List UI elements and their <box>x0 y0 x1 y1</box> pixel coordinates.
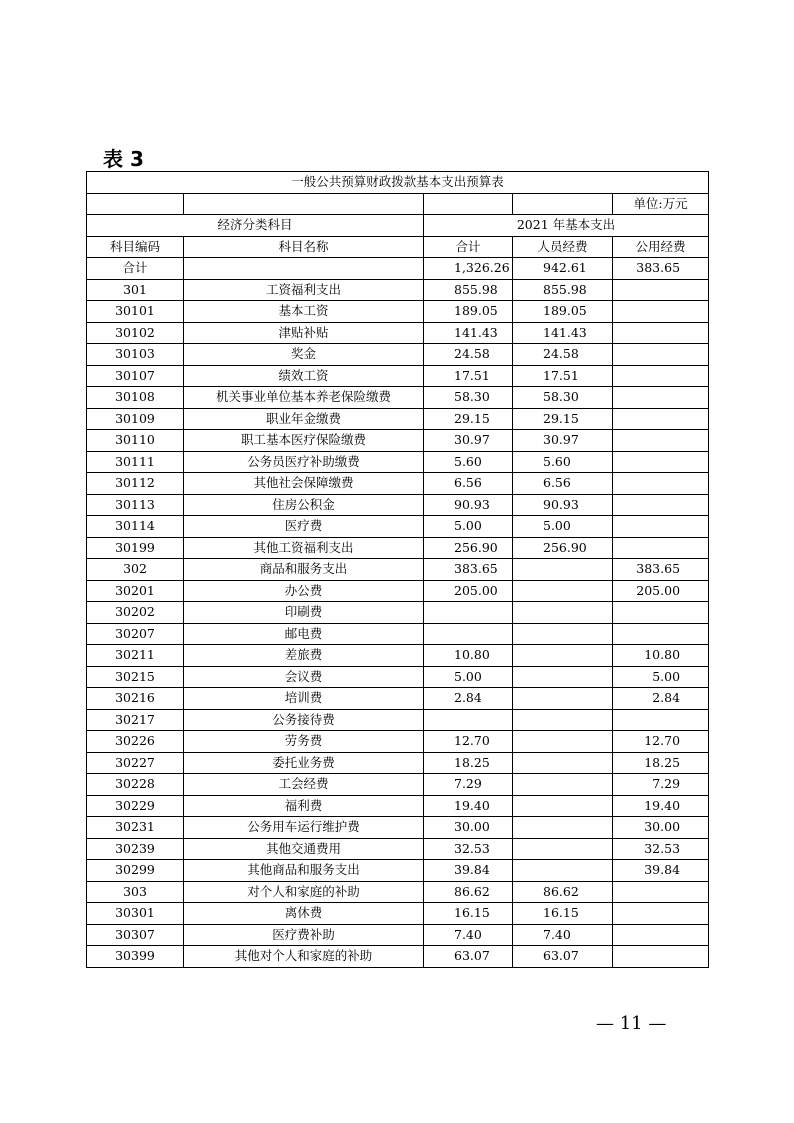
row-name-cell: 工资福利支出 <box>184 279 424 301</box>
unit-row-empty-cell <box>87 193 184 215</box>
row-public-cell: 12.70 <box>613 731 709 753</box>
row-public-cell <box>613 537 709 559</box>
row-total-cell <box>424 623 513 645</box>
table-row <box>87 494 709 516</box>
table-label: 表 3 <box>103 147 144 171</box>
row-personnel-cell: 63.07 <box>513 946 613 968</box>
row-public-cell: 383.65 <box>613 258 709 280</box>
row-code-cell: 30202 <box>87 602 184 624</box>
row-personnel-cell: 942.61 <box>513 258 613 280</box>
row-name-cell: 培训费 <box>184 688 424 710</box>
row-total-cell <box>424 709 513 731</box>
row-code-cell: 30113 <box>87 494 184 516</box>
col-header-code: 科目编码 <box>87 236 184 258</box>
row-name-cell: 其他交通费用 <box>184 838 424 860</box>
row-total-cell: 189.05 <box>424 301 513 323</box>
header-row <box>87 236 709 258</box>
row-name-cell: 职工基本医疗保险缴费 <box>184 430 424 452</box>
row-name-cell: 公务员医疗补助缴费 <box>184 451 424 473</box>
table-row <box>87 258 709 280</box>
table-row <box>87 322 709 344</box>
table-row <box>87 860 709 882</box>
row-code-cell: 30211 <box>87 645 184 667</box>
row-personnel-cell: 855.98 <box>513 279 613 301</box>
unit-row-empty-cell <box>513 193 613 215</box>
economic-category-header: 经济分类科目 <box>87 215 424 237</box>
row-total-cell: 39.84 <box>424 860 513 882</box>
row-total-cell: 86.62 <box>424 881 513 903</box>
row-code-cell: 30111 <box>87 451 184 473</box>
row-code-cell: 30201 <box>87 580 184 602</box>
row-public-cell: 2.84 <box>613 688 709 710</box>
row-personnel-cell <box>513 623 613 645</box>
row-public-cell <box>613 881 709 903</box>
table-row <box>87 666 709 688</box>
row-name-cell: 差旅费 <box>184 645 424 667</box>
row-total-cell: 29.15 <box>424 408 513 430</box>
row-public-cell <box>613 946 709 968</box>
table-row <box>87 903 709 925</box>
row-code-cell: 30307 <box>87 924 184 946</box>
row-name-cell <box>184 258 424 280</box>
row-code-cell: 30112 <box>87 473 184 495</box>
row-code-cell: 30207 <box>87 623 184 645</box>
row-total-cell: 32.53 <box>424 838 513 860</box>
table-row <box>87 924 709 946</box>
row-total-cell: 18.25 <box>424 752 513 774</box>
table-row <box>87 430 709 452</box>
row-name-cell: 其他对个人和家庭的补助 <box>184 946 424 968</box>
row-code-cell: 301 <box>87 279 184 301</box>
col-header-public: 公用经费 <box>613 236 709 258</box>
table-row <box>87 752 709 774</box>
unit-label: 单位:万元 <box>613 193 709 215</box>
row-public-cell: 383.65 <box>613 559 709 581</box>
row-code-cell: 30299 <box>87 860 184 882</box>
row-code-cell: 30110 <box>87 430 184 452</box>
row-name-cell: 医疗费补助 <box>184 924 424 946</box>
table-row <box>87 387 709 409</box>
table-row <box>87 537 709 559</box>
row-public-cell: 32.53 <box>613 838 709 860</box>
row-total-cell: 10.80 <box>424 645 513 667</box>
row-personnel-cell <box>513 795 613 817</box>
row-total-cell: 5.00 <box>424 666 513 688</box>
row-public-cell <box>613 301 709 323</box>
row-personnel-cell <box>513 559 613 581</box>
row-personnel-cell: 58.30 <box>513 387 613 409</box>
row-public-cell: 39.84 <box>613 860 709 882</box>
row-personnel-cell: 256.90 <box>513 537 613 559</box>
row-code-cell: 30228 <box>87 774 184 796</box>
row-total-cell: 6.56 <box>424 473 513 495</box>
row-total-cell: 5.60 <box>424 451 513 473</box>
row-code-cell: 30109 <box>87 408 184 430</box>
row-code-cell: 30399 <box>87 946 184 968</box>
row-personnel-cell <box>513 752 613 774</box>
unit-row-empty-cell <box>184 193 424 215</box>
row-personnel-cell <box>513 731 613 753</box>
row-public-cell <box>613 430 709 452</box>
row-public-cell <box>613 516 709 538</box>
row-personnel-cell: 86.62 <box>513 881 613 903</box>
row-name-cell: 其他商品和服务支出 <box>184 860 424 882</box>
row-code-cell: 303 <box>87 881 184 903</box>
row-code-cell: 30107 <box>87 365 184 387</box>
row-name-cell: 劳务费 <box>184 731 424 753</box>
row-code-cell: 302 <box>87 559 184 581</box>
row-public-cell <box>613 602 709 624</box>
row-name-cell: 工会经费 <box>184 774 424 796</box>
row-code-cell: 30217 <box>87 709 184 731</box>
row-total-cell: 63.07 <box>424 946 513 968</box>
row-name-cell: 其他社会保障缴费 <box>184 473 424 495</box>
row-name-cell: 津贴补贴 <box>184 322 424 344</box>
row-name-cell: 办公费 <box>184 580 424 602</box>
row-code-cell: 30114 <box>87 516 184 538</box>
row-code-cell: 合计 <box>87 258 184 280</box>
year-group-header: 2021 年基本支出 <box>424 215 709 237</box>
row-code-cell: 30102 <box>87 322 184 344</box>
row-personnel-cell: 24.58 <box>513 344 613 366</box>
row-public-cell: 10.80 <box>613 645 709 667</box>
table-row <box>87 516 709 538</box>
row-total-cell: 5.00 <box>424 516 513 538</box>
row-public-cell: 19.40 <box>613 795 709 817</box>
row-total-cell: 7.29 <box>424 774 513 796</box>
row-personnel-cell <box>513 645 613 667</box>
row-name-cell: 住房公积金 <box>184 494 424 516</box>
row-total-cell: 256.90 <box>424 537 513 559</box>
row-code-cell: 30199 <box>87 537 184 559</box>
table-row <box>87 731 709 753</box>
row-total-cell: 30.97 <box>424 430 513 452</box>
row-personnel-cell <box>513 666 613 688</box>
row-total-cell: 141.43 <box>424 322 513 344</box>
row-code-cell: 30108 <box>87 387 184 409</box>
table-row <box>87 344 709 366</box>
table-row <box>87 688 709 710</box>
row-public-cell: 7.29 <box>613 774 709 796</box>
table-row <box>87 451 709 473</box>
table-title-row <box>87 172 709 194</box>
row-public-cell <box>613 451 709 473</box>
row-total-cell: 2.84 <box>424 688 513 710</box>
row-total-cell: 12.70 <box>424 731 513 753</box>
row-name-cell: 奖金 <box>184 344 424 366</box>
row-personnel-cell: 90.93 <box>513 494 613 516</box>
table-row <box>87 946 709 968</box>
row-public-cell <box>613 494 709 516</box>
row-public-cell <box>613 903 709 925</box>
table-row <box>87 623 709 645</box>
row-code-cell: 30239 <box>87 838 184 860</box>
table-row <box>87 559 709 581</box>
row-public-cell <box>613 322 709 344</box>
table-row <box>87 279 709 301</box>
row-personnel-cell <box>513 860 613 882</box>
row-code-cell: 30301 <box>87 903 184 925</box>
row-name-cell: 公务用车运行维护费 <box>184 817 424 839</box>
table-row <box>87 408 709 430</box>
row-public-cell <box>613 365 709 387</box>
row-personnel-cell: 5.60 <box>513 451 613 473</box>
row-total-cell: 205.00 <box>424 580 513 602</box>
row-personnel-cell: 17.51 <box>513 365 613 387</box>
row-name-cell: 福利费 <box>184 795 424 817</box>
row-total-cell: 30.00 <box>424 817 513 839</box>
row-name-cell: 委托业务费 <box>184 752 424 774</box>
row-personnel-cell <box>513 602 613 624</box>
row-code-cell: 30231 <box>87 817 184 839</box>
row-public-cell <box>613 473 709 495</box>
row-public-cell <box>613 344 709 366</box>
col-header-total: 合计 <box>424 236 513 258</box>
table-row <box>87 473 709 495</box>
row-total-cell: 24.58 <box>424 344 513 366</box>
row-name-cell: 其他工资福利支出 <box>184 537 424 559</box>
row-code-cell: 30229 <box>87 795 184 817</box>
row-name-cell: 医疗费 <box>184 516 424 538</box>
table-row <box>87 580 709 602</box>
row-total-cell: 1,326.26 <box>424 258 513 280</box>
row-code-cell: 30215 <box>87 666 184 688</box>
row-public-cell: 205.00 <box>613 580 709 602</box>
row-code-cell: 30101 <box>87 301 184 323</box>
row-personnel-cell <box>513 817 613 839</box>
row-personnel-cell <box>513 688 613 710</box>
row-personnel-cell: 189.05 <box>513 301 613 323</box>
row-public-cell <box>613 408 709 430</box>
row-name-cell: 基本工资 <box>184 301 424 323</box>
row-personnel-cell: 5.00 <box>513 516 613 538</box>
row-name-cell: 公务接待费 <box>184 709 424 731</box>
row-personnel-cell: 141.43 <box>513 322 613 344</box>
table-row <box>87 838 709 860</box>
table-row <box>87 817 709 839</box>
table-row <box>87 365 709 387</box>
table-title: 一般公共预算财政拨款基本支出预算表 <box>87 172 709 194</box>
row-name-cell: 职业年金缴费 <box>184 408 424 430</box>
unit-row <box>87 193 709 215</box>
table-row <box>87 301 709 323</box>
row-name-cell: 离休费 <box>184 903 424 925</box>
row-total-cell: 17.51 <box>424 365 513 387</box>
row-public-cell: 5.00 <box>613 666 709 688</box>
row-personnel-cell: 30.97 <box>513 430 613 452</box>
unit-row-empty-cell <box>424 193 513 215</box>
row-total-cell <box>424 602 513 624</box>
row-total-cell: 383.65 <box>424 559 513 581</box>
table-row <box>87 774 709 796</box>
row-personnel-cell: 29.15 <box>513 408 613 430</box>
row-personnel-cell: 6.56 <box>513 473 613 495</box>
page-number: — 11 — <box>596 1013 667 1034</box>
row-name-cell: 会议费 <box>184 666 424 688</box>
row-total-cell: 58.30 <box>424 387 513 409</box>
row-public-cell <box>613 387 709 409</box>
row-personnel-cell <box>513 580 613 602</box>
row-code-cell: 30227 <box>87 752 184 774</box>
row-total-cell: 16.15 <box>424 903 513 925</box>
table-row <box>87 795 709 817</box>
row-public-cell: 30.00 <box>613 817 709 839</box>
row-public-cell <box>613 623 709 645</box>
row-code-cell: 30216 <box>87 688 184 710</box>
row-public-cell: 18.25 <box>613 752 709 774</box>
row-name-cell: 机关事业单位基本养老保险缴费 <box>184 387 424 409</box>
row-name-cell: 对个人和家庭的补助 <box>184 881 424 903</box>
col-header-name: 科目名称 <box>184 236 424 258</box>
row-name-cell: 绩效工资 <box>184 365 424 387</box>
row-name-cell: 印刷费 <box>184 602 424 624</box>
table-row <box>87 602 709 624</box>
row-public-cell <box>613 709 709 731</box>
row-personnel-cell <box>513 774 613 796</box>
row-personnel-cell: 16.15 <box>513 903 613 925</box>
row-personnel-cell <box>513 709 613 731</box>
row-name-cell: 商品和服务支出 <box>184 559 424 581</box>
table-row <box>87 645 709 667</box>
row-public-cell <box>613 924 709 946</box>
table-row <box>87 709 709 731</box>
row-total-cell: 90.93 <box>424 494 513 516</box>
row-total-cell: 855.98 <box>424 279 513 301</box>
col-header-personnel: 人员经费 <box>513 236 613 258</box>
row-personnel-cell: 7.40 <box>513 924 613 946</box>
table-row <box>87 881 709 903</box>
row-total-cell: 19.40 <box>424 795 513 817</box>
row-code-cell: 30226 <box>87 731 184 753</box>
budget-table <box>86 171 709 968</box>
header-group-row <box>87 215 709 237</box>
table-body <box>87 172 709 968</box>
row-personnel-cell <box>513 838 613 860</box>
row-public-cell <box>613 279 709 301</box>
row-name-cell: 邮电费 <box>184 623 424 645</box>
row-total-cell: 7.40 <box>424 924 513 946</box>
row-code-cell: 30103 <box>87 344 184 366</box>
